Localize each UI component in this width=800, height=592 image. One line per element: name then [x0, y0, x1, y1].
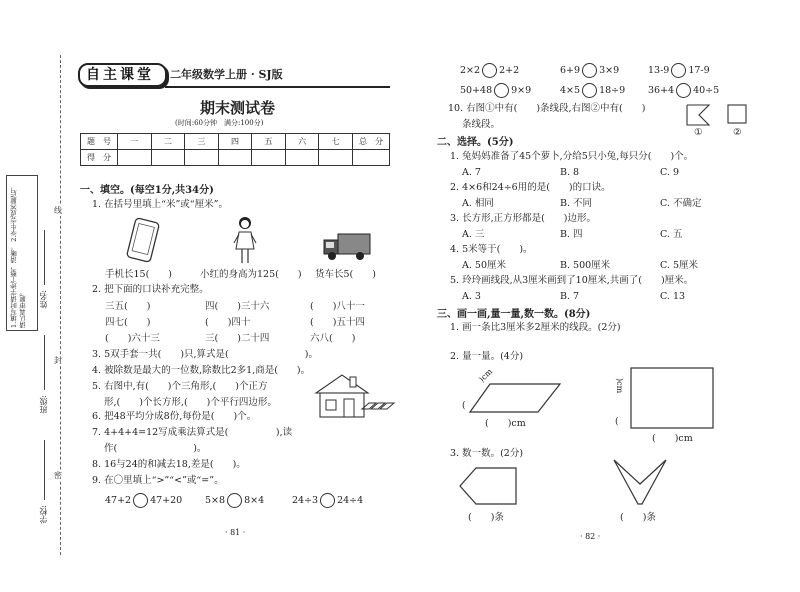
parallelogram-side-paren: ( [462, 401, 466, 411]
choice-5-a[interactable]: A. 3 [462, 291, 481, 302]
choice-4-c[interactable]: C. 5厘米 [660, 260, 699, 271]
score-table [80, 133, 390, 166]
q1-item-truck[interactable]: 货车长5( ) [315, 269, 376, 280]
segment-figure-2 [726, 103, 750, 127]
cmp-r2-2-right: 18÷9 [599, 85, 626, 96]
question-5-line2[interactable]: 形,( )个长方形,( )个平行四边形。 [104, 397, 277, 408]
score-cell[interactable] [319, 150, 353, 166]
rectangle-bottom-cm[interactable]: ( )cm [652, 433, 693, 444]
choice-4-a[interactable]: A. 50厘米 [462, 260, 506, 271]
choice-5-b[interactable]: B. 7 [560, 291, 580, 302]
cmp-r2-3 [648, 83, 719, 98]
cmp-r1-1-left: 2×2 [460, 65, 481, 76]
page-title: 期末测试卷 [200, 99, 276, 117]
cmp-r1-2-right: 3×9 [599, 65, 620, 76]
question-4[interactable]: 4. 被除数是最大的一位数,除数比2多1,商是( )。 [92, 365, 311, 376]
right-page-number: · 82 · [580, 532, 601, 541]
q9-compare-1-right: 47+20 [150, 495, 183, 506]
draw-area[interactable] [450, 336, 750, 346]
score-cell[interactable] [118, 150, 152, 166]
cmp-r1-1 [460, 63, 519, 78]
fig-label-1: ① [694, 127, 703, 138]
choice-2-question: 2. 4×6和24÷6用的是( )的口诀。 [450, 182, 611, 193]
score-cell[interactable] [218, 150, 252, 166]
cmp-r2-1-left: 50+48 [460, 85, 493, 96]
cmp-r1-3 [648, 63, 710, 78]
choice-1-c[interactable]: C. 9 [660, 167, 680, 178]
score-table-header-row [81, 134, 390, 150]
time-score-note: (时间:60分钟 满分:100分) [175, 119, 264, 127]
question-2: 2. 把下面的口诀补充完整。 [92, 284, 209, 295]
choice-2-a[interactable]: A. 相同 [462, 198, 494, 209]
choice-5-c[interactable]: C. 13 [660, 291, 686, 302]
rectangle-side-paren: ( [615, 417, 619, 427]
question-8[interactable]: 8. 16与24的和减去18,差是( )。 [92, 459, 246, 470]
margin-notice: 1.填写时请字迹工整，清晰。 2.学生完成答题后，请认真审题。 [6, 175, 38, 331]
choice-3-question: 3. 长方形,正方形都是( )边形。 [450, 213, 597, 224]
q9-compare-3 [292, 493, 363, 508]
section-3-title: 三、画一画,量一量,数一数。(8分) [437, 309, 591, 320]
house-figure [312, 373, 392, 419]
choice-4-question: 4. 5米等于( )。 [450, 244, 533, 255]
question-9: 9. 在〇里填上“>”“<”或“=”。 [92, 475, 224, 486]
girl-icon [233, 215, 257, 267]
cmp-r2-1-right: 9×9 [511, 85, 532, 96]
score-col-total: 总 分 [353, 134, 390, 150]
cmp-r1-2 [560, 63, 619, 78]
q2-r2-c2[interactable]: ( )四十 [205, 317, 251, 328]
class-field-line[interactable] [44, 335, 45, 390]
q9-compare-2-left: 5×8 [205, 495, 226, 506]
q2-r3-c3[interactable]: 六八( ) [310, 333, 356, 344]
score-col-7: 七 [319, 134, 353, 150]
compare-circle[interactable] [582, 63, 597, 78]
cmp-r1-3-right: 17-9 [688, 65, 710, 76]
choice-1-a[interactable]: A. 7 [462, 167, 481, 178]
left-page-number: · 81 · [225, 528, 246, 537]
seal-mark-secret: 密 [54, 471, 62, 480]
cmp-r1-3-left: 13-9 [648, 65, 670, 76]
pentagon-count[interactable]: ( )条 [468, 512, 504, 523]
pentagon-figure [458, 466, 520, 506]
draw-question-3: 3. 数一数。(2分) [450, 448, 524, 459]
draw-question-1: 1. 画一条比3厘米多2厘米的线段。(2分) [450, 322, 621, 333]
choice-3-b[interactable]: B. 四 [560, 229, 583, 240]
score-col-3: 三 [185, 134, 219, 150]
draw-question-2: 2. 量一量。(4分) [450, 351, 524, 362]
q2-r3-c2[interactable]: 三( )二十四 [205, 333, 270, 344]
score-col-4: 四 [218, 134, 252, 150]
question-5-line1[interactable]: 5. 右图中,有( )个三角形,( )个正方 [92, 381, 268, 392]
seal-mark-line: 线 [54, 206, 62, 215]
parallelogram-bottom-cm[interactable]: ( )cm [485, 418, 526, 429]
score-cell[interactable] [353, 150, 390, 166]
cmp-r2-3-left: 36+4 [648, 85, 675, 96]
cmp-r1-1-right: 2+2 [499, 65, 520, 76]
fig-label-2: ② [733, 127, 742, 138]
cmp-r2-1 [460, 83, 531, 98]
rectangle-figure [630, 367, 714, 429]
q2-r2-c1[interactable]: 四七( ) [105, 317, 151, 328]
compare-circle[interactable] [582, 83, 597, 98]
q9-compare-1 [105, 493, 182, 508]
seal-mark-seal: 封 [54, 356, 62, 365]
class-field-label: 班级: [39, 395, 48, 414]
name-field-line[interactable] [44, 230, 45, 285]
q9-compare-1-left: 47+2 [105, 495, 132, 506]
truck-icon [322, 230, 372, 262]
choice-3-c[interactable]: C. 五 [660, 229, 683, 240]
score-col-1: 一 [118, 134, 152, 150]
score-col-5: 五 [252, 134, 286, 150]
question-7-line2[interactable]: 作( )。 [104, 443, 207, 454]
q2-r3-c1[interactable]: ( )六十三 [105, 333, 160, 344]
cmp-r2-2-left: 4×5 [560, 85, 581, 96]
cmp-r2-3-right: 40÷5 [693, 85, 720, 96]
score-col-label: 题 号 [81, 134, 118, 150]
name-field-label: 姓名: [39, 290, 48, 309]
choice-3-a[interactable]: A. 三 [462, 229, 485, 240]
compare-circle[interactable] [494, 83, 509, 98]
question-1: 1. 在括号里填上“米”或“厘米”。 [92, 199, 229, 210]
school-field-line[interactable] [44, 440, 45, 500]
parallelogram-side-cm: )cm [477, 366, 495, 385]
q2-r1-c2[interactable]: 四( )三十六 [205, 301, 270, 312]
question-7-line1[interactable]: 7. 4+4+4=12写成乘法算式是( ),读 [92, 427, 293, 438]
choice-1-question: 1. 兔妈妈准备了45个萝卜,分给5只小兔,每只分( )个。 [450, 151, 694, 162]
compare-circle[interactable] [676, 83, 691, 98]
compare-circle[interactable] [671, 63, 686, 78]
q9-compare-3-left: 24÷3 [292, 495, 319, 506]
score-table-score-row [81, 150, 390, 166]
question-6[interactable]: 6. 把48平均分成8份,每份是( )个。 [92, 411, 257, 422]
parallelogram-figure [468, 382, 564, 416]
section-1-title: 一、填空。(每空1分,共34分) [80, 185, 214, 196]
q9-compare-3-right: 24÷4 [337, 495, 364, 506]
score-cell[interactable] [185, 150, 219, 166]
score-col-6: 六 [285, 134, 319, 150]
cmp-r2-2 [560, 83, 625, 98]
rectangle-side-cm: )cm [615, 378, 624, 394]
score-cell[interactable] [285, 150, 319, 166]
compare-circle[interactable] [320, 493, 335, 508]
choice-2-c[interactable]: C. 不确定 [660, 198, 702, 209]
compare-circle[interactable] [482, 63, 497, 78]
chevron-figure [612, 458, 668, 508]
phone-icon [125, 219, 159, 263]
cmp-r1-2-left: 6+9 [560, 65, 581, 76]
chevron-count[interactable]: ( )条 [620, 512, 656, 523]
q2-r1-c1[interactable]: 三五( ) [105, 301, 151, 312]
score-cell[interactable] [252, 150, 286, 166]
brand-logo-text: 自主课堂 [86, 67, 154, 83]
q1-item-height[interactable]: 小红的身高为125( ) [200, 269, 302, 280]
choice-4-b[interactable]: B. 500厘米 [560, 260, 611, 271]
choice-2-b[interactable]: B. 不同 [560, 198, 593, 209]
q1-item-phone[interactable]: 手机长15( ) [105, 269, 173, 280]
score-col-2: 二 [151, 134, 185, 150]
question-10-line2: 条线段。 [462, 119, 501, 130]
compare-circle[interactable] [133, 493, 148, 508]
school-field-label: 学校: [39, 505, 48, 524]
header-rule [165, 86, 390, 88]
grade-label: 二年级数学上册 · SJ版 [170, 68, 283, 81]
question-10-line1[interactable]: 10. 右图①中有( )条线段,右图②中有( ) [448, 103, 646, 114]
score-row-label: 得 分 [81, 150, 118, 166]
q9-compare-2 [205, 493, 264, 508]
question-3[interactable]: 3. 5双手套一共( )只,算式是( )。 [92, 349, 318, 360]
score-cell[interactable] [151, 150, 185, 166]
compare-circle[interactable] [227, 493, 242, 508]
q2-r1-c3[interactable]: ( )八十一 [310, 301, 365, 312]
q9-compare-2-right: 8×4 [244, 495, 265, 506]
segment-figure-1 [685, 103, 715, 127]
q2-r2-c3[interactable]: ( )五十四 [310, 317, 365, 328]
choice-5-question: 5. 玲玲画线段,从3厘米画到了10厘米,共画了( )厘米。 [450, 275, 694, 286]
section-2-title: 二、选择。(5分) [437, 137, 514, 148]
choice-1-b[interactable]: B. 8 [560, 167, 580, 178]
